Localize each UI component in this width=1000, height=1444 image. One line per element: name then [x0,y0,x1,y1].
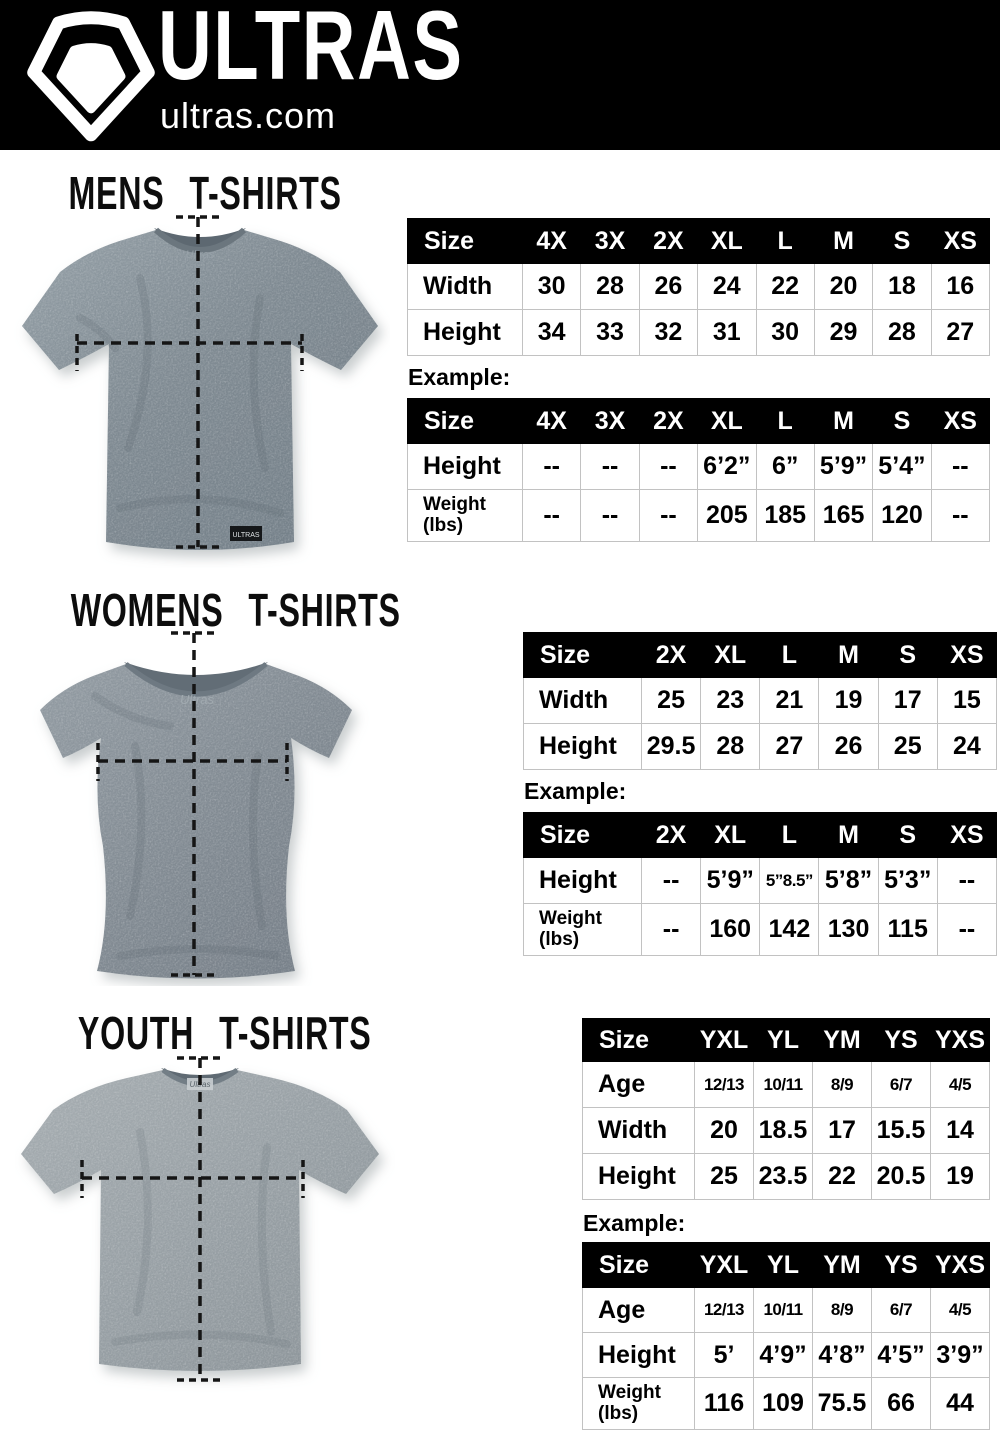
cell: 25 [642,678,701,724]
column-header: YS [872,1243,931,1288]
cell: 4’8” [813,1333,872,1378]
row-label: Weight (lbs) [524,904,642,956]
cell: 6’2” [698,444,756,490]
table-row [583,1108,990,1154]
cell: 29.5 [642,724,701,770]
cell: 15.5 [872,1108,931,1154]
row-label: Width [408,264,523,310]
column-header: XL [701,813,760,858]
cell: 20 [814,264,872,310]
cell: 75.5 [813,1378,872,1430]
cell: 8/9 [813,1288,872,1333]
cell: 19 [931,1154,990,1200]
row-label: Height [408,310,523,356]
cell: 5”8.5” [760,858,819,904]
table-row [583,1062,990,1108]
column-header: 4X [523,399,581,444]
cell: 27 [931,310,989,356]
column-header: Size [583,1243,695,1288]
column-header: XS [937,813,996,858]
youth-example-label: Example: [583,1210,686,1236]
cell: 22 [756,264,814,310]
column-header: M [819,813,878,858]
cell: 24 [698,264,756,310]
mens-example-label: Example: [408,364,511,390]
cell: 5’8” [819,858,878,904]
cell: -- [639,490,697,542]
youth-tshirt-photo [15,1052,395,1397]
table-row [524,724,997,770]
cell: 25 [878,724,937,770]
cell: 28 [701,724,760,770]
cell: 12/13 [695,1288,754,1333]
cell: 3’9” [931,1333,990,1378]
cell: 6/7 [872,1062,931,1108]
cell: -- [937,858,996,904]
neck-label: Ultras [185,249,215,261]
womens-example-label: Example: [524,778,627,804]
cell: 18 [873,264,931,310]
womens-tshirt-photo [0,626,395,986]
column-header: Size [524,813,642,858]
column-header: XS [937,633,996,678]
hem-tag-label: ULTRAS [232,532,260,539]
cell: 33 [581,310,639,356]
table-row [583,1333,990,1378]
column-header: YM [813,1019,872,1062]
brand-title: ULTRAS [158,0,464,100]
cell: 15 [937,678,996,724]
cell: 5’3” [878,858,937,904]
youth-example-table [582,1242,990,1430]
cell: 4’9” [754,1333,813,1378]
cell: 20 [695,1108,754,1154]
column-header: YXS [931,1243,990,1288]
column-header: 2X [642,633,701,678]
cell: -- [931,444,989,490]
cell: 5’4” [873,444,931,490]
column-header: XL [701,633,760,678]
mens-size-table [407,218,990,356]
table-row [408,310,990,356]
table-row [524,904,997,956]
column-header: L [756,219,814,264]
row-label: Width [583,1108,695,1154]
cell: 16 [931,264,989,310]
cell: 10/11 [754,1062,813,1108]
womens-size-table [523,632,997,770]
cell: 109 [754,1378,813,1430]
cell: 5’9” [814,444,872,490]
cell: 10/11 [754,1288,813,1333]
cell: 34 [523,310,581,356]
column-header: YL [754,1243,813,1288]
column-header: YXS [931,1019,990,1062]
column-header: 3X [581,399,639,444]
cell: 32 [639,310,697,356]
header-bar [0,0,1000,150]
column-header: Size [408,399,523,444]
womens-section-title: WOMENS T-SHIRTS [70,584,401,636]
cell: 19 [819,678,878,724]
cell: 31 [698,310,756,356]
cell: 29 [814,310,872,356]
cell: 160 [701,904,760,956]
cell: -- [523,444,581,490]
cell: 22 [813,1154,872,1200]
row-label: Age [583,1062,695,1108]
cell: 5’ [695,1333,754,1378]
column-header: YM [813,1243,872,1288]
cell: 26 [819,724,878,770]
cell: 18.5 [754,1108,813,1154]
column-header: 4X [523,219,581,264]
table-row [408,264,990,310]
cell: 4/5 [931,1062,990,1108]
column-header: YXL [695,1243,754,1288]
table-row [408,444,990,490]
column-header: S [873,399,931,444]
cell: -- [581,490,639,542]
column-header: S [873,219,931,264]
cell: -- [642,904,701,956]
cell: 17 [813,1108,872,1154]
cell: 20.5 [872,1154,931,1200]
pentagon-crest-icon [26,7,156,143]
cell: -- [581,444,639,490]
cell: -- [931,490,989,542]
cell: 44 [931,1378,990,1430]
cell: -- [523,490,581,542]
column-header: YS [872,1019,931,1062]
row-label: Height [524,858,642,904]
youth-size-table [582,1018,990,1200]
row-label: Weight (lbs) [583,1378,695,1430]
column-header: YXL [695,1019,754,1062]
cell: 115 [878,904,937,956]
mens-example-table [407,398,990,542]
column-header: YL [754,1019,813,1062]
cell: 28 [873,310,931,356]
cell: 185 [756,490,814,542]
column-header: 2X [639,219,697,264]
cell: 30 [756,310,814,356]
table-row [408,490,990,542]
row-label: Age [583,1288,695,1333]
cell: 26 [639,264,697,310]
column-header: XS [931,399,989,444]
fabric-texture [40,664,352,979]
column-header: L [756,399,814,444]
column-header: L [760,633,819,678]
cell: 23.5 [754,1154,813,1200]
column-header: L [760,813,819,858]
column-header: 2X [642,813,701,858]
cell: 23 [701,678,760,724]
cell: 28 [581,264,639,310]
column-header: XS [931,219,989,264]
cell: 5’9” [701,858,760,904]
neck-label: Ultras [189,1080,211,1089]
mens-section-title: MENS T-SHIRTS [68,167,342,219]
cell: 6” [756,444,814,490]
cell: 17 [878,678,937,724]
cell: 21 [760,678,819,724]
womens-example-table [523,812,997,956]
youth-section-title: YOUTH T-SHIRTS [77,1007,372,1059]
column-header: Size [524,633,642,678]
cell: 14 [931,1108,990,1154]
row-label: Height [583,1333,695,1378]
cell: -- [937,904,996,956]
column-header: M [814,219,872,264]
cell: 4/5 [931,1288,990,1333]
column-header: 2X [639,399,697,444]
row-label: Height [408,444,523,490]
cell: 116 [695,1378,754,1430]
column-header: S [878,813,937,858]
cell: 6/7 [872,1288,931,1333]
cell: 4’5” [872,1333,931,1378]
mens-tshirt-photo [10,208,390,568]
table-row [583,1154,990,1200]
column-header: M [819,633,878,678]
column-header: Size [408,219,523,264]
cell: 165 [814,490,872,542]
cell: 30 [523,264,581,310]
column-header: XL [698,219,756,264]
brand-website: ultras.com [160,95,337,136]
cell: 24 [937,724,996,770]
table-row [583,1288,990,1333]
cell: 12/13 [695,1062,754,1108]
cell: 120 [873,490,931,542]
table-row [583,1378,990,1430]
table-row [524,678,997,724]
column-header: XL [698,399,756,444]
column-header: Size [583,1019,695,1062]
column-header: M [814,399,872,444]
cell: -- [642,858,701,904]
cell: 66 [872,1378,931,1430]
column-header: 3X [581,219,639,264]
neck-label: Ultras [180,692,214,707]
cell: 25 [695,1154,754,1200]
cell: 205 [698,490,756,542]
cell: 27 [760,724,819,770]
row-label: Height [583,1154,695,1200]
cell: -- [639,444,697,490]
row-label: Width [524,678,642,724]
cell: 142 [760,904,819,956]
table-row [524,858,997,904]
cell: 8/9 [813,1062,872,1108]
row-label: Height [524,724,642,770]
row-label: Weight (lbs) [408,490,523,542]
cell: 130 [819,904,878,956]
column-header: S [878,633,937,678]
